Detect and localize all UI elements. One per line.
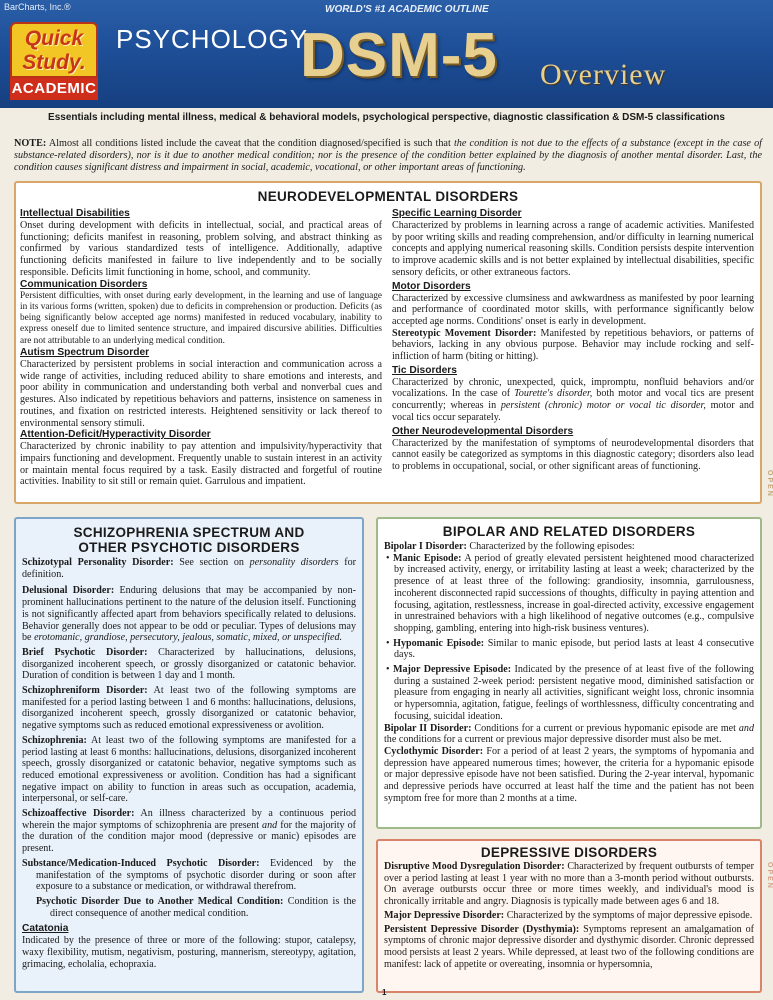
intellectual-title: Intellectual Disabilities (20, 208, 130, 219)
depressive-heading: DEPRESSIVE DISORDERS (480, 845, 658, 860)
major-depressive-episode-entry: • Major Depressive Episode: Indicated by the presence of at least five of the following during a sustained 2-week period: persistent negative mood, diminished satisfaction or pleasure from engaging in nearly all activities, significant weight loss, chronic insomnia or hypersomnia, agitation, fatigue, feelings of worthlessness, difficulty concentrating and focusing, suicidal ideation. (386, 664, 755, 722)
hypomanic-episode-entry: • Hypomanic Episode: Similar to manic episode, but period lasts at least 4 consecutive days. (386, 637, 754, 661)
mdd-entry: Major Depressive Disorder: Characterized by the symptoms of major depressive episode. (384, 909, 753, 921)
schizo-heading-line1: SCHIZOPHRENIA SPECTRUM AND (73, 525, 305, 540)
communication-text: Persistent difficulties, with onset during early development, in the learning and use of language in its various forms (written, spoken) due to deficits in comprehension or production. Deficits (as being significantly below accepted age norms) manifested in reduced vocabulary, inability to express oneself due to limited sentence structure, and impaired discursive abilities. Difficulties are not attributable to an underlying medical condition. (20, 290, 382, 346)
page-title: DSM-5 (300, 21, 498, 90)
neuro-left-column (20, 208, 382, 488)
bullet-icon: • (386, 552, 390, 564)
bullet-icon: • (386, 664, 390, 676)
stereotypic-label: Stereotypic Movement Disorder: (392, 327, 537, 339)
dmdd-entry: Disruptive Mood Dysregulation Disorder: Characterized by frequent outbursts of temper over a period lasting at least 1 year with no more than a 3-month period without outbursts. On average outbursts occur three or more times weekly, and individual's mood is chronically irritable and angry. Diagnosis is typically made between ages 6 and 18. (384, 861, 754, 908)
stereotypic-text: Stereotypic Movement Disorder: Manifested by repetitious behaviors, or patterns of behaviors, lacking in any obvious purpose. Behavior may include rocking and self-infliction of harm (biting or hitting). (392, 327, 754, 363)
neuro-right-column (392, 208, 754, 473)
depressive-panel (376, 839, 762, 993)
neurodevelopmental-panel (14, 181, 762, 504)
other-neuro-text: Characterized by the manifestation of symptoms of neurodevelopmental disorders that cannot easily be categorized as symptoms in this diagnostic category; disorders also lead to problems in occupational, social, or other significant areas of functioning. (392, 437, 754, 472)
publisher-brand: BarCharts, Inc.® (4, 2, 71, 12)
intellectual-text: Onset during development with deficits in intellectual, social, and practical areas of functioning; deficits manifest in reasoning, problem solving, and abstract thinking as confirmed by various standardized tests of intelligence. Additionally, adaptive functioning deficits manifested in failure to live independently and to be socially responsible. Deficits limit functioning in home, school, and community. (20, 220, 382, 278)
bipolar-panel (376, 517, 762, 829)
schizo-content (22, 525, 356, 971)
schizoaffective-entry: Schizoaffective Disorder: An illness characterized by a continuous period wherein the major symptoms of schizophrenia are present and for the majority of the duration of the condition major mood (depressive or manic) episodes are present. (22, 808, 357, 855)
quickstudy-logo (10, 22, 98, 102)
schizophrenia-entry: Schizophrenia: At least two of the following symptoms are manifested for a period lasting at least 6 months: hallucinations, delusions, disorganized incoherent speech, grossly disorganized or catatonic behavior, negative symptoms such as reduced emotional expressiveness or avolition. Condition has had a significant negative impact on ability to function in areas such as occupation, academia, interpersonal, or self-care. (22, 734, 356, 805)
depressive-content (384, 845, 754, 970)
adhd-text: Characterized by chronic inability to pay attention and impulsivity/hyperactivity that impairs functioning and development. Frequently unable to sustain interest in an activity or maintain mental focus required by a task. Easily distracted and forgetful of routine activities. Inability to sit still or remain quiet. Garrulous and impatient. (20, 441, 382, 488)
logo-quickstudy: Quick Study. (10, 22, 98, 78)
schizo-heading-line2: OTHER PSYCHOTIC DISORDERS (78, 540, 300, 555)
bullet-icon: • (386, 637, 390, 649)
tic-title: Tic Disorders (392, 364, 457, 376)
manic-episode-entry: • Manic Episode: A period of greatly elevated persistent heightened mood characterized by increased activity, energy, or irritability lasting at least a week; characterized by the presence of at least three of the following: grandiosity, insomnia, garrulousness, incoherent disconnected rapid successions of thoughts, difficulty in paying attention and focusing, agitation, restlessness, increase in goal-directed activity, excessive engagement in unrestrained behaviors with a high likelihood of negative outcomes (e.g., compulsive shopping, gambling, entering into high-risk business ventures). (386, 552, 755, 634)
subject-label: PSYCHOLOGY (116, 24, 309, 54)
medical-condition-entry: Psychotic Disorder Due to Another Medical Condition: Condition is the direct consequence of another medical condition. (36, 895, 356, 919)
communication-title: Communication Disorders (20, 278, 148, 290)
adhd-title: Attention-Deficit/Hyperactivity Disorder (20, 429, 211, 441)
motor-title: Motor Disorders (392, 280, 471, 292)
open-side-tab-lower: OPEN (766, 862, 773, 890)
pdd-entry: Persistent Depressive Disorder (Dysthymia): Symptoms represent an amalgamation of symptoms of chronic major depressive disorder and dysthymic disorder. Chronic depressed mood persists at least 2 years. While depressed, at least two of the following conditions are manifest: lack of appetite or overeating, insomnia or hypersomnia, (384, 923, 755, 970)
slogan: WORLD'S #1 ACADEMIC OUTLINE (325, 4, 489, 15)
page-subtitle: Overview (540, 58, 667, 91)
schizotypal-entry: Schizotypal Personality Disorder: See section on personality disorders for definition. (22, 557, 356, 580)
note-paragraph: NOTE: Almost all conditions listed include the caveat that the condition diagnosed/specified is such that the condition is not due to the effects of a substance (except in the case of substance-related disorders), nor is it due to another medical condition; nor is the presence of the condition better explained by the diagnosis of another mental disorder. Last, the condition causes significant distress and impairment in social, academic, vocational, or other important areas of functioning. (14, 138, 763, 173)
other-neuro-title: Other Neurodevelopmental Disorders (392, 425, 574, 437)
bipolar-content (384, 524, 754, 804)
cyclothymic-entry: Cyclothymic Disorder: For a period of at least 2 years, the symptoms of hypomania and depression have appeared numerous times; however, the criteria for a hypomanic episode or major depressive episode have not been satisfied. During the 2-year interval, hypomanic and depressive periods have occurred at least half the time and the patient has not been symptom free for more than 2 months at a time. (384, 745, 755, 804)
brief-psychotic-entry: Brief Psychotic Disorder: Characterized by hallucinations, delusions, disorganized incoherent speech, or grossly disorganized or catatonic behavior. Duration of condition is between 1 day and 1 month. (22, 646, 356, 682)
page-number: 1 (382, 988, 387, 997)
header-banner (0, 0, 773, 108)
learning-title: Specific Learning Disorder (392, 208, 522, 219)
schizophreniform-entry: Schizophreniform Disorder: At least two of the following symptoms are manifested for a period lasting between 1 and 6 months: hallucinations, delusions, disorganized incoherent speech, grossly disorganized or catatonic behavior, negative symptoms such as reduced emotional expressiveness or avolition. (22, 685, 357, 732)
bipolar-heading: BIPOLAR AND RELATED DISORDERS (442, 524, 696, 539)
neuro-heading: NEURODEVELOPMENTAL DISORDERS (257, 189, 519, 204)
substance-induced-entry: Substance/Medication-Induced Psychotic Disorder: Evidenced by the manifestation of the symptoms of psychotic disorder during or soon after exposure to a substance or medication, or withdrawal therefrom. (22, 857, 356, 893)
catatonia-text: Indicated by the presence of three or more of the following: stupor, catalepsy, waxy flexibility, mutism, negativism, posturing, mannerism, stereotypy, agitation, grimacing, echolalia, echopraxia. (22, 935, 356, 970)
logo-academic: ACADEMIC (10, 78, 98, 100)
bipolar1-entry: Bipolar I Disorder: Characterized by the following episodes: (384, 541, 635, 552)
schizophrenia-panel (14, 517, 364, 993)
learning-text: Characterized by problems in learning across a range of academic activities. Manifested by poor writing skills and reading comprehension, and/or difficulty in learning numerical concepts and applying numerical reasoning skills. Condition persists despite intervention to improve academic skills and is not better explained by intellectual disabilities, specific sensory deficits, or other extraneous factors. (392, 220, 754, 278)
tic-text: Characterized by chronic, unexpected, quick, impromptu, nonfluid behaviors and/or vocalizations. In the case of Tourette's disorder, both motor and vocal tics are present concurrently; whereas in persistent (chronic) motor or vocal tic disorder, motor and vocal tics occur separately. (392, 376, 754, 423)
autism-text: Characterized by persistent problems in social interaction and communication across a wide range of activities, including reduced ability to share emotions and interests, and poor ability in communication and understanding both verbal and nonverbal cues and gestures. Also indicated by repetitious behaviors and patterns, insistence on sameness in routines, and fixation on restricted interests. Heightened sensitivity or lack thereof to environmental sensory stimuli. (20, 359, 382, 429)
note-label: NOTE: (14, 138, 47, 149)
bipolar2-entry: Bipolar II Disorder: Conditions for a current or previous hypomanic episode are met and the conditions for a current or previous major depressive disorder must also be met. (384, 722, 754, 746)
open-side-tab: OPEN (766, 470, 773, 498)
catatonia-title: Catatonia (22, 923, 69, 935)
motor-text: Characterized by excessive clumsiness and awkwardness as manifested by poor learning and performance of coordinated motor skills, with performance significantly below accepted age norms. Conditions' onset is early in development. (392, 292, 754, 327)
delusional-entry: Delusional Disorder: Enduring delusions that may be accompanied by non-prominent hallucinations pertinent to the nature of the delusion itself. Functioning is not significantly affected apart from behaviors specifically related to delusions. Behavior generally does not appear to be odd or peculiar. Types of delusions may be erotomanic, grandiose, persecutory, jealous, somatic, mixed, or unspecified. (22, 585, 356, 644)
autism-title: Autism Spectrum Disorder (20, 347, 150, 358)
tagline: Essentials including mental illness, medical & behavioral models, psychological perspective, diagnostic classification & DSM-5 classifications (48, 112, 725, 123)
